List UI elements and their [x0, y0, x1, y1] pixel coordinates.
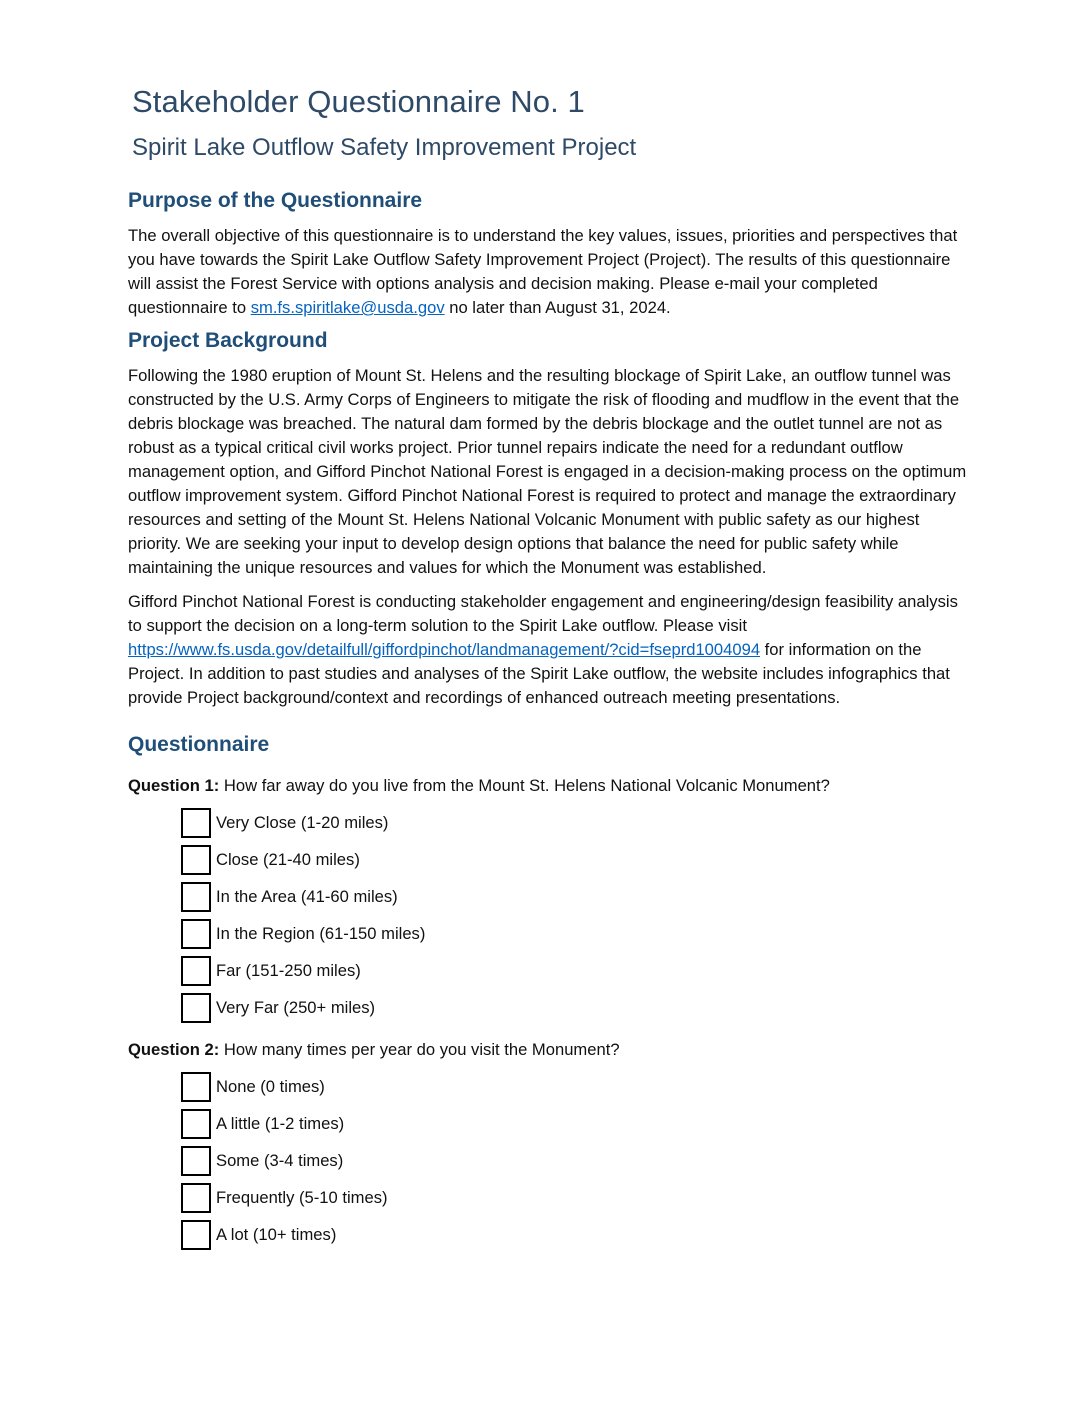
- question-2-options: [128, 1068, 968, 1253]
- option-item: [181, 841, 968, 878]
- checkbox[interactable]: [181, 1072, 211, 1102]
- option-item: [181, 1142, 968, 1179]
- question-1-options: [128, 804, 968, 1026]
- option-label: Close (21-40 miles): [216, 849, 360, 869]
- checkbox[interactable]: [181, 882, 211, 912]
- email-link[interactable]: sm.fs.spiritlake@usda.gov: [250, 298, 445, 317]
- background-paragraph-2-text: Gifford Pinchot National Forest is conducting stakeholder engagement and engineering/design feasibility analysis to support the decision on a long-term solution to the Spirit Lake outflow. Please visit: [128, 592, 958, 635]
- question-2-text: How many times per year do you visit the Monument?: [219, 1040, 620, 1059]
- purpose-paragraph: [128, 224, 968, 320]
- option-label: Far (151-250 miles): [216, 960, 361, 980]
- purpose-deadline-text: no later than August 31, 2024.: [444, 298, 671, 317]
- option-label: Frequently (5-10 times): [216, 1187, 388, 1207]
- checkbox[interactable]: [181, 1109, 211, 1139]
- question-1-text: How far away do you live from the Mount St. Helens National Volcanic Monument?: [219, 776, 830, 795]
- question-2: [128, 1038, 968, 1062]
- option-item: [181, 1216, 968, 1253]
- purpose-heading: Purpose of the Questionnaire: [128, 189, 423, 212]
- question-1-label: Question 1:: [128, 776, 220, 795]
- checkbox[interactable]: [181, 845, 211, 875]
- option-item: [181, 989, 968, 1026]
- background-paragraph-1: Following the 1980 eruption of Mount St. Helens and the resulting blockage of Spirit Lake, an outflow tunnel was constructed by the U.S. Army Corps of Engineers to mitigate the risk of flooding and mudflow in the event that the debris blockage was breached. The natural dam formed by the debris blockage and the outlet tunnel are not as robust as a typical critical civil works project. Prior tunnel repairs indicate the need for a redundant outflow management option, and Gifford Pinchot National Forest is engaged in a decision-making process on the optimum outflow improvement system. Gifford Pinchot National Forest is required to protect and manage the extraordinary resources and setting of the Mount St. Helens National Volcanic Monument with public safety as our highest priority. We are seeking your input to develop design options that balance the need for public safety while maintaining the unique resources and values for which the Monument was established.: [128, 366, 967, 577]
- background-paragraph-2: [128, 590, 968, 710]
- option-label: None (0 times): [216, 1076, 325, 1096]
- checkbox[interactable]: [181, 956, 211, 986]
- questionnaire-heading: Questionnaire: [128, 733, 270, 756]
- background-heading: Project Background: [128, 329, 328, 352]
- option-label: In the Area (41-60 miles): [216, 886, 398, 906]
- option-item: [181, 804, 968, 841]
- option-label: Some (3-4 times): [216, 1150, 344, 1170]
- checkbox[interactable]: [181, 808, 211, 838]
- background-paragraph-2-text-end: for information on the Project. In addition to past studies and analyses of the Spirit Lake outflow, the website includes infographics that provide Project background/context and recordings of enhanced outreach meeting presentations.: [128, 640, 950, 707]
- option-label: In the Region (61-150 miles): [216, 923, 426, 943]
- question-2-label: Question 2:: [128, 1040, 220, 1059]
- option-label: A little (1-2 times): [216, 1113, 345, 1133]
- question-1: [128, 774, 968, 798]
- checkbox[interactable]: [181, 1146, 211, 1176]
- document-title: Stakeholder Questionnaire No. 1: [132, 84, 585, 119]
- option-label: Very Close (1-20 miles): [216, 812, 389, 832]
- option-item: [181, 1179, 968, 1216]
- option-item: [181, 915, 968, 952]
- checkbox[interactable]: [181, 1220, 211, 1250]
- checkbox[interactable]: [181, 919, 211, 949]
- document-subtitle: Spirit Lake Outflow Safety Improvement Project: [132, 134, 637, 161]
- checkbox[interactable]: [181, 1183, 211, 1213]
- option-item: [181, 952, 968, 989]
- project-website-link[interactable]: https://www.fs.usda.gov/detailfull/giffordpinchot/landmanagement/?cid=fseprd1004094: [128, 640, 761, 659]
- purpose-text: The overall objective of this questionnaire is to understand the key values, issues, priorities and perspectives that you have towards the Spirit Lake Outflow Safety Improvement Project (Project). The results of this questionnaire will assist the Forest Service with options analysis and decision making. Please e-mail your completed questionnaire to: [128, 226, 958, 317]
- option-item: [181, 878, 968, 915]
- document-content: [128, 78, 968, 1253]
- option-item: [181, 1068, 968, 1105]
- option-label: A lot (10+ times): [216, 1224, 337, 1244]
- option-item: [181, 1105, 968, 1142]
- option-label: Very Far (250+ miles): [216, 997, 376, 1017]
- checkbox[interactable]: [181, 993, 211, 1023]
